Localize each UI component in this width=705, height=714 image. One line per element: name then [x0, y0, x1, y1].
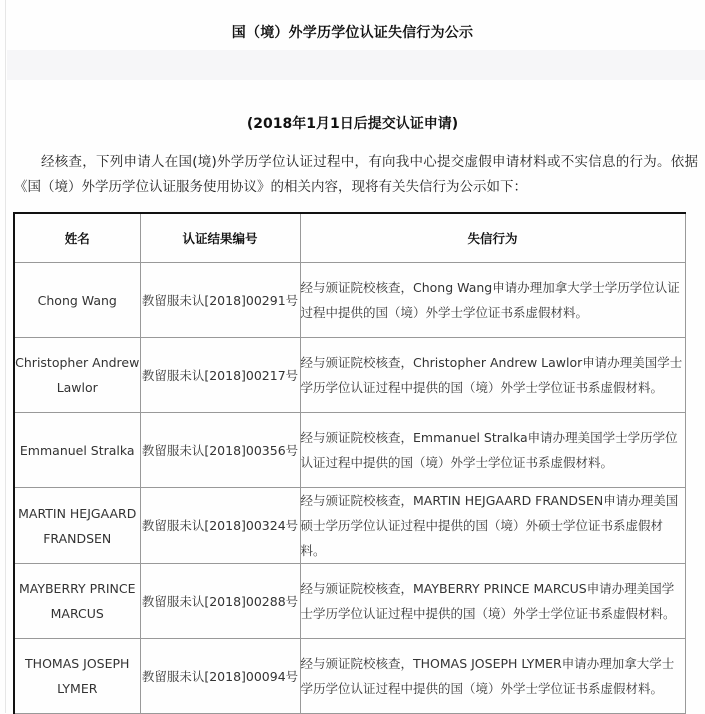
behavior-description: 经与颁证院校核查，Emmanuel Stralka申请办理美国学士学历学位认证过程中提供的国（境）外学士学位证书系虚假材料。 — [300, 413, 685, 488]
applicant-name: Chong Wang — [14, 263, 140, 338]
table-header-row — [14, 213, 685, 263]
applicant-name: MARTIN HEJGAARD FRANDSEN — [14, 488, 140, 564]
result-code: 教留服未认[2018]00291号 — [140, 263, 300, 338]
table-row — [14, 639, 685, 714]
behavior-description: 经与颁证院校核查，THOMAS JOSEPH LYMER申请办理加拿大学士学历学位认证过程中提供的国（境）外学士学位证书系虚假材料。 — [300, 639, 685, 714]
header-behavior: 失信行为 — [300, 213, 685, 263]
intro-paragraph: 经核查，下列申请人在国(境)外学历学位认证过程中，有向我中心提交虚假申请材料或不实信息的行为。依据《国（境）外学历学位认证服务使用协议》的相关内容，现将有关失信行为公示如下： — [14, 154, 698, 195]
table-row — [14, 488, 685, 564]
header-code: 认证结果编号 — [140, 213, 300, 263]
behavior-description: 经与颁证院校核查，MARTIN HEJGAARD FRANDSEN申请办理美国硕士学历学位认证过程中提供的国（境）外硕士学位证书系虚假材料。 — [300, 488, 685, 564]
table-row — [14, 564, 685, 639]
left-divider — [5, 0, 6, 713]
header-band — [7, 50, 705, 80]
applicant-name: Christopher Andrew Lawlor — [14, 338, 140, 413]
behavior-description: 经与颁证院校核查，Christopher Andrew Lawlor申请办理美国学士学历学位认证过程中提供的国（境）外学士学位证书系虚假材料。 — [300, 338, 685, 413]
result-code: 教留服未认[2018]00324号 — [140, 488, 300, 564]
applicant-name: MAYBERRY PRINCE MARCUS — [14, 564, 140, 639]
result-code: 教留服未认[2018]00094号 — [140, 639, 300, 714]
table-row — [14, 413, 685, 488]
table-row — [14, 263, 685, 338]
result-code: 教留服未认[2018]00356号 — [140, 413, 300, 488]
behavior-description: 经与颁证院校核查，Chong Wang申请办理加拿大学士学历学位认证过程中提供的国（境）外学士学位证书系虚假材料。 — [300, 263, 685, 338]
applicant-name: THOMAS JOSEPH LYMER — [14, 639, 140, 714]
behavior-description: 经与颁证院校核查，MAYBERRY PRINCE MARCUS申请办理美国学士学历学位认证过程中提供的国（境）外学士学位证书系虚假材料。 — [300, 564, 685, 639]
result-code: 教留服未认[2018]00288号 — [140, 564, 300, 639]
table-row — [14, 338, 685, 413]
applicant-name: Emmanuel Stralka — [14, 413, 140, 488]
result-code: 教留服未认[2018]00217号 — [140, 338, 300, 413]
header-name: 姓名 — [14, 213, 140, 263]
dishonesty-table — [13, 212, 686, 714]
page-title: 国（境）外学历学位认证失信行为公示 — [231, 25, 474, 41]
page-subtitle: (2018年1月1日后提交认证申请) — [246, 116, 459, 132]
